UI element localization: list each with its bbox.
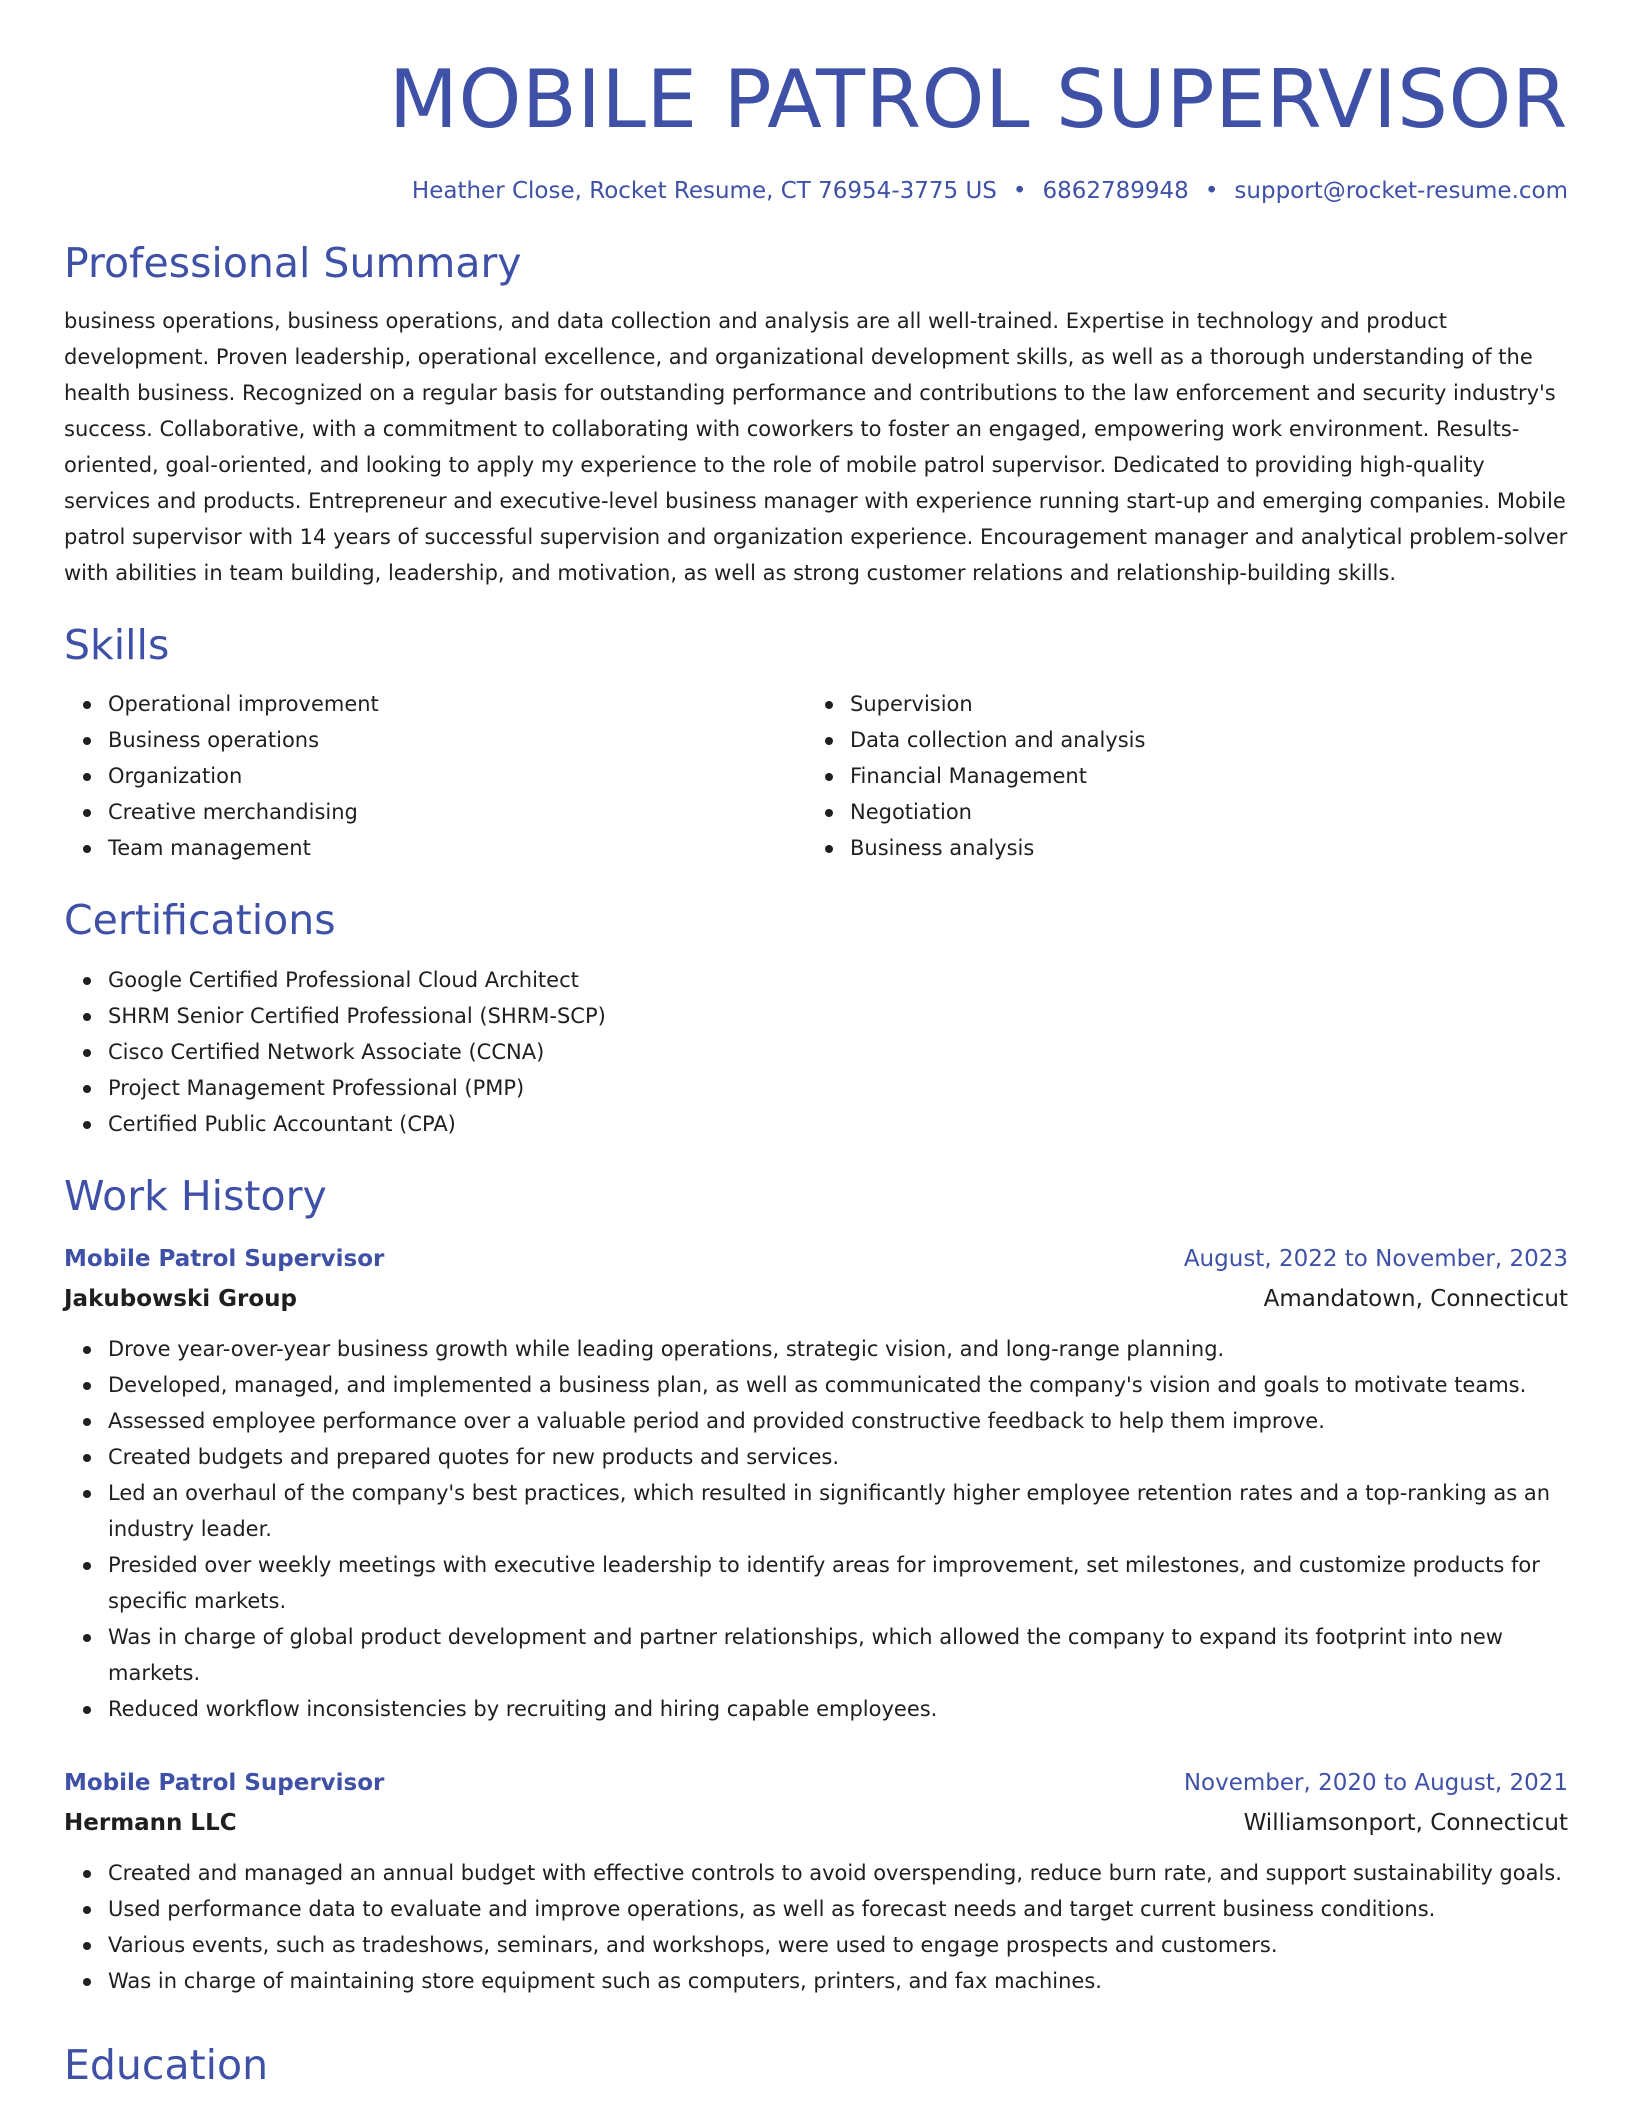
skill-item: Operational improvement (108, 686, 806, 722)
skill-item: Team management (108, 830, 806, 866)
summary-text: business operations, business operations, and data collection and analysis are all well-trained. Expertise in technology and product development. Proven leadership, operational excellence, and organizational development skills, as well as a thorough understanding of the health business. Recognized on a regular basis for outstanding performance and contributions to the law enforcement and security industry's success. Collaborative, with a commitment to collaborating with coworkers to foster an engaged, empowering work environment. Results-oriented, goal-oriented, and looking to apply my experience to the role of mobile patrol supervisor. Dedicated to providing high-quality services and products. Entrepreneur and executive-level business manager with experience running start-up and emerging companies. Mobile patrol supervisor with 14 years of successful supervision and organization experience. Encouragement manager and analytical problem-solver with abilities in team building, leadership, and motivation, as well as strong customer relations and relationship-building skills. (64, 309, 1568, 586)
job-bullet: Reduced workflow inconsistencies by recruiting and hiring capable employees. (108, 1691, 1568, 1727)
skill-item: Data collection and analysis (850, 722, 1568, 758)
skills-list-right (806, 686, 1568, 866)
job-header-row (64, 1239, 1568, 1279)
skill-item: Financial Management (850, 758, 1568, 794)
job-dates: November, 2020 to August, 2021 (1183, 1769, 1568, 1796)
certification-item: Project Management Professional (PMP) (108, 1070, 1568, 1106)
job-bullet: Presided over weekly meetings with executive leadership to identify areas for improvement, set milestones, and customize products for specific markets. (108, 1547, 1568, 1619)
contact-phone: 6862789948 (1042, 178, 1189, 204)
job-bullet: Was in charge of global product development and partner relationships, which allowed the company to expand its footprint into new markets. (108, 1619, 1568, 1691)
job-entry (64, 1763, 1568, 1999)
skill-item: Negotiation (850, 794, 1568, 830)
job-bullets (64, 1331, 1568, 1727)
certification-item: Google Certified Professional Cloud Architect (108, 962, 1568, 998)
job-header-row (64, 1763, 1568, 1803)
summary-heading: Professional Summary (64, 239, 522, 287)
job-dates: August, 2022 to November, 2023 (1183, 1245, 1568, 1272)
job-location: Williamsonport, Connecticut (1243, 1809, 1568, 1836)
contact-line (64, 178, 1568, 204)
skill-item: Business operations (108, 722, 806, 758)
job-bullet: Developed, managed, and implemented a business plan, as well as communicated the company's vision and goals to motivate teams. (108, 1367, 1568, 1403)
contact-address: Heather Close, Rocket Resume, CT 76954-3775 US (411, 178, 997, 204)
job-bullet: Various events, such as tradeshows, seminars, and workshops, were used to engage prospects and customers. (108, 1927, 1568, 1963)
job-title: Mobile Patrol Supervisor (64, 1245, 385, 1272)
resume-title: MOBILE PATROL SUPERVISOR (388, 53, 1568, 146)
job-bullet: Assessed employee performance over a valuable period and provided constructive feedback to help them improve. (108, 1403, 1568, 1439)
job-entry (64, 1239, 1568, 1727)
job-bullet: Led an overhaul of the company's best practices, which resulted in significantly higher employee retention rates and a top-ranking as an industry leader. (108, 1475, 1568, 1547)
job-location: Amandatown, Connecticut (1263, 1285, 1568, 1312)
skills-list-left (64, 686, 806, 866)
certification-item: SHRM Senior Certified Professional (SHRM-SCP) (108, 998, 1568, 1034)
job-bullets (64, 1855, 1568, 1999)
education-heading: Education (64, 2040, 269, 2089)
skill-item: Supervision (850, 686, 1568, 722)
job-bullet: Created budgets and prepared quotes for new products and services. (108, 1439, 1568, 1475)
job-bullet: Created and managed an annual budget with effective controls to avoid overspending, reduce burn rate, and support sustainability goals. (108, 1855, 1568, 1891)
job-bullet: Used performance data to evaluate and improve operations, as well as forecast needs and target current business conditions. (108, 1891, 1568, 1927)
certifications-heading: Certifications (64, 896, 336, 945)
skill-item: Organization (108, 758, 806, 794)
job-company: Hermann LLC (64, 1809, 237, 1836)
certification-item: Certified Public Accountant (CPA) (108, 1106, 1568, 1142)
skill-item: Business analysis (850, 830, 1568, 866)
skills-grid (64, 686, 1568, 866)
job-bullet: Drove year-over-year business growth while leading operations, strategic vision, and long-range planning. (108, 1331, 1568, 1367)
work-history-heading: Work History (64, 1171, 327, 1220)
contact-separator: • (1204, 178, 1219, 204)
contact-separator: • (1012, 178, 1027, 204)
skill-item: Creative merchandising (108, 794, 806, 830)
certification-item: Cisco Certified Network Associate (CCNA) (108, 1034, 1568, 1070)
job-company-row (64, 1279, 1568, 1319)
job-company: Jakubowski Group (64, 1285, 297, 1312)
job-company-row (64, 1803, 1568, 1843)
contact-email[interactable]: support@rocket-resume.com (1234, 178, 1568, 204)
job-bullet: Was in charge of maintaining store equipment such as computers, printers, and fax machines. (108, 1963, 1568, 1999)
skills-heading: Skills (64, 621, 170, 670)
certifications-list (64, 962, 1568, 1142)
job-title: Mobile Patrol Supervisor (64, 1769, 385, 1796)
